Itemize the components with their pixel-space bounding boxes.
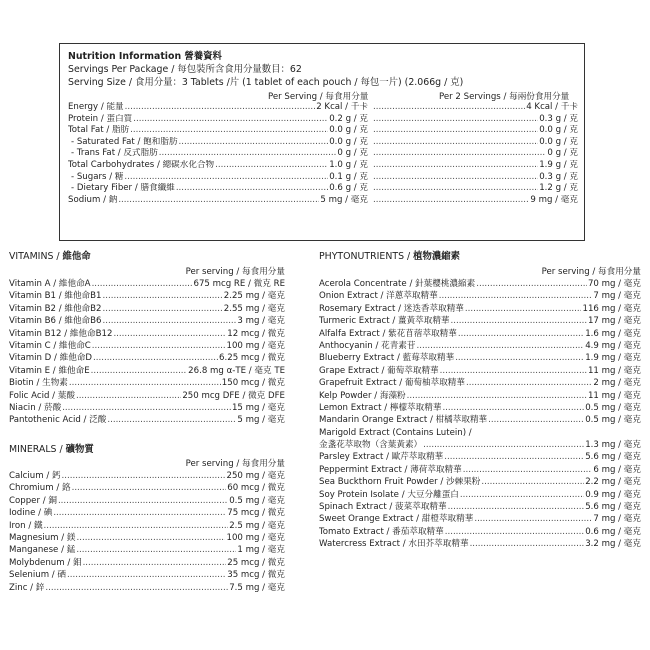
dot-leader xyxy=(465,303,582,315)
dot-leader xyxy=(67,569,226,581)
dot-leader xyxy=(133,114,328,126)
nutrient-label: - Trans Fat / 反式脂肪 xyxy=(71,148,158,159)
phytonutrient-row xyxy=(319,513,641,525)
phytonutrients-section xyxy=(319,250,641,551)
per-serving-value: 0.2 g / 克 xyxy=(329,113,368,124)
dot-leader xyxy=(53,507,226,519)
nutrition-per-serving-cell xyxy=(68,148,368,160)
item-value: 1 mg / 毫克 xyxy=(237,545,285,556)
item-label: Parsley Extract / 歐芹萃取精華 xyxy=(319,452,444,463)
item-label: Watercress Extract / 水田芥萃取精華 xyxy=(319,539,469,550)
item-value: 150 mcg / 微克 xyxy=(221,378,285,389)
item-value: 0.9 mg / 毫克 xyxy=(585,489,641,500)
serving-size: Serving Size / 食用分量：3 Tablets /片 (1 tablet of each pouch / 每包一片) (2.066g / 克) xyxy=(68,77,464,88)
phytonutrient-row xyxy=(319,303,641,315)
nutrition-row xyxy=(68,137,578,149)
item-value: 17 mg / 毫克 xyxy=(587,316,641,327)
item-label: Grapefruit Extract / 葡萄柚萃取精華 xyxy=(319,378,465,389)
dot-leader xyxy=(373,160,538,172)
dot-leader xyxy=(76,390,181,402)
dot-leader xyxy=(103,290,223,302)
mineral-row xyxy=(9,557,285,569)
mineral-row xyxy=(9,569,285,581)
item-value: 70 mg / 毫克 xyxy=(587,279,641,289)
item-value: 0.5 mg / 毫克 xyxy=(585,402,641,413)
item-value: 1.9 mg / 毫克 xyxy=(585,353,641,364)
item-label: Acerola Concentrate / 針葉櫻桃濃縮素 xyxy=(319,279,476,289)
item-value: 7.5 mg / 毫克 xyxy=(229,582,285,593)
item-value: 4.9 mg / 毫克 xyxy=(585,340,641,351)
nutrition-per-2-servings-cell xyxy=(372,137,578,149)
nutrition-per-2-servings-cell xyxy=(372,148,578,160)
item-value: 15 mg / 毫克 xyxy=(231,402,285,413)
item-value: 5.6 mg / 毫克 xyxy=(585,452,641,463)
item-value: 0.5 mg / 毫克 xyxy=(229,495,285,506)
nutrition-column-headers xyxy=(68,90,578,102)
vitamin-row xyxy=(9,377,285,389)
vitamin-row xyxy=(9,402,285,414)
phytonutrient-row xyxy=(319,352,641,364)
dot-leader xyxy=(176,183,328,195)
item-label: Grape Extract / 葡萄萃取精華 xyxy=(319,365,439,376)
dot-leader xyxy=(159,148,337,160)
item-label: 金盞花萃取物（含葉黃素） xyxy=(319,440,423,451)
dot-leader xyxy=(215,160,328,172)
item-value: 7 mg / 毫克 xyxy=(593,514,641,525)
nutrition-per-serving-cell xyxy=(68,114,368,126)
vitamins-section xyxy=(9,250,285,427)
item-label: Vitamin B12 / 維他命B12 xyxy=(9,328,113,339)
item-label: Tomato Extract / 番茄萃取精華 xyxy=(319,526,444,537)
item-value: 2.2 mg / 毫克 xyxy=(585,477,641,488)
dot-leader xyxy=(125,102,316,114)
per-2-servings-value: 0 g / 克 xyxy=(547,148,578,159)
dot-leader xyxy=(476,278,587,290)
per-serving-value: 2 Kcal / 千卡 xyxy=(316,102,368,112)
nutrition-row xyxy=(68,148,578,160)
item-value: 5.6 mg / 毫克 xyxy=(585,502,641,513)
nutrition-per-2-servings-cell xyxy=(372,172,578,184)
dot-leader xyxy=(423,439,584,451)
mineral-row xyxy=(9,507,285,519)
vitamin-row xyxy=(9,290,285,302)
phytonutrient-row xyxy=(319,278,641,290)
phytonutrient-row xyxy=(319,526,641,538)
phytonutrient-row xyxy=(319,489,641,501)
nutrition-per-serving-cell xyxy=(68,172,368,184)
item-value: 60 mcg / 微克 xyxy=(227,483,285,494)
dot-leader xyxy=(373,137,538,149)
dot-leader xyxy=(113,328,226,340)
item-label: Vitamin C / 維他命C xyxy=(9,340,91,351)
dot-leader xyxy=(442,402,584,414)
nutrition-per-serving-cell xyxy=(68,102,368,114)
item-value: 5 mg / 毫克 xyxy=(237,415,285,426)
dot-leader xyxy=(77,532,226,544)
nutrition-rows xyxy=(68,102,578,206)
nutrient-label: Energy / 能量 xyxy=(68,102,124,112)
item-value: 25 mcg / 微克 xyxy=(227,557,285,568)
item-label: Magnesium / 鎂 xyxy=(9,532,76,543)
dot-leader xyxy=(474,513,592,525)
item-label: Niacin / 菸酸 xyxy=(9,402,62,413)
item-label: Zinc / 鋅 xyxy=(9,582,45,593)
dot-leader xyxy=(373,195,529,207)
item-label: Alfalfa Extract / 紫花苜蓿萃取精華 xyxy=(319,328,457,339)
dot-leader xyxy=(455,352,584,364)
item-label: Chromium / 鉻 xyxy=(9,483,71,494)
item-label: Turmeric Extract / 薑黃萃取精華 xyxy=(319,316,450,327)
phytonutrient-row xyxy=(319,390,641,402)
item-label: Manganese / 錳 xyxy=(9,545,76,556)
item-label: Pantothenic Acid / 泛酸 xyxy=(9,415,107,426)
per-serving-value: 1.0 g / 克 xyxy=(329,159,368,170)
per-serving-value: 0 g / 克 xyxy=(337,148,368,159)
dot-leader xyxy=(445,526,584,538)
item-value: 1.3 mg / 毫克 xyxy=(585,440,641,451)
item-label: Vitamin A / 維他命A xyxy=(9,279,91,289)
dot-leader xyxy=(103,303,223,315)
item-label: Peppermint Extract / 薄荷萃取精華 xyxy=(319,464,462,475)
phytonutrients-title xyxy=(319,250,641,263)
item-label: Vitamin B2 / 維他命B2 xyxy=(9,303,102,314)
phytonutrient-row xyxy=(319,439,641,451)
item-label: Sweet Orange Extract / 甜橙萃取精華 xyxy=(319,514,474,525)
item-label: Vitamin B1 / 維他命B1 xyxy=(9,291,102,302)
item-label: Vitamin D / 維他命D xyxy=(9,353,93,364)
item-value: 6.25 mcg / 微克 xyxy=(219,353,285,364)
minerals-rows xyxy=(9,470,285,594)
item-label: Spinach Extract / 菠菜萃取精華 xyxy=(319,502,447,513)
item-value: 100 mg / 毫克 xyxy=(226,532,285,543)
phytonutrient-row xyxy=(319,476,641,488)
item-value: 35 mcg / 微克 xyxy=(227,570,285,581)
nutrition-row xyxy=(68,102,578,114)
dot-leader xyxy=(62,470,226,482)
dot-leader xyxy=(76,544,236,556)
minerals-title-en: MINERALS / xyxy=(9,444,66,455)
dot-leader xyxy=(58,495,228,507)
phytonutrients-title-en: PHYTONUTRIENTS / xyxy=(319,251,414,262)
item-value: 116 mg / 毫克 xyxy=(582,303,641,314)
nutrition-row xyxy=(68,195,578,207)
vitamins-title-zh: 維他命 xyxy=(62,251,91,262)
item-label: Sea Buckthorn Fruit Powder / 沙棘果粉 xyxy=(319,477,481,488)
dot-leader xyxy=(130,125,328,137)
item-label: Kelp Powder / 海藻粉 xyxy=(319,390,406,401)
vitamin-row xyxy=(9,340,285,352)
nutrition-per-2-servings-cell xyxy=(372,183,578,195)
item-value: 2.55 mg / 毫克 xyxy=(223,303,285,314)
nutrition-row xyxy=(68,172,578,184)
item-value: 0.6 mg / 毫克 xyxy=(585,526,641,537)
dot-leader xyxy=(62,402,231,414)
item-value: 11 mg / 毫克 xyxy=(587,365,641,376)
nutrient-label: - Dietary Fiber / 膳食纖維 xyxy=(71,183,175,194)
mineral-row xyxy=(9,482,285,494)
item-value: 2.5 mg / 毫克 xyxy=(229,520,285,531)
dot-leader xyxy=(470,538,585,550)
item-value: 1.6 mg / 毫克 xyxy=(585,328,641,339)
item-label: Iron / 鐵 xyxy=(9,520,43,531)
phytonutrient-row xyxy=(319,328,641,340)
dot-leader xyxy=(373,172,538,184)
item-value: 3 mg / 毫克 xyxy=(237,316,285,327)
item-label: Marigold Extract (Contains Lutein) / xyxy=(319,427,472,438)
item-label: Biotin / 生物素 xyxy=(9,378,68,389)
phytonutrient-row xyxy=(319,427,641,439)
dot-leader xyxy=(93,352,218,364)
nutrient-label: Total Carbohydrates / 總碳水化合物 xyxy=(68,159,215,170)
item-value: 6 mg / 毫克 xyxy=(593,464,641,475)
dot-leader xyxy=(460,489,584,501)
vitamins-rows xyxy=(9,278,285,427)
phytonutrient-row xyxy=(319,538,641,550)
phytonutrient-row xyxy=(319,402,641,414)
vitamin-row xyxy=(9,352,285,364)
item-value: 0.5 mg / 毫克 xyxy=(585,415,641,426)
dot-leader xyxy=(107,414,236,426)
servings-per-package: Servings Per Package / 每包裝所含食用分量數目：62 xyxy=(68,64,302,75)
per-2-servings-value: 0.3 g / 克 xyxy=(539,113,578,124)
per-2-servings-value: 1.9 g / 克 xyxy=(539,159,578,170)
item-label: Anthocyanin / 花青素苷 xyxy=(319,340,416,351)
item-value: 675 mcg RE / 微克 RE xyxy=(193,279,285,289)
item-label: Iodine / 碘 xyxy=(9,508,53,519)
nutrition-per-serving-cell xyxy=(68,195,368,207)
per-serving-value: 0.0 g / 克 xyxy=(329,125,368,136)
dot-leader xyxy=(440,365,587,377)
vitamins-title-en: VITAMINS / xyxy=(9,251,63,262)
vitamin-row xyxy=(9,303,285,315)
phytonutrient-row xyxy=(319,501,641,513)
per-2-servings-value: 9 mg / 毫克 xyxy=(530,194,578,205)
phytonutrient-row xyxy=(319,365,641,377)
per-2-servings-value: 0.0 g / 克 xyxy=(539,136,578,147)
item-value: 2.25 mg / 毫克 xyxy=(223,291,285,302)
vitamin-row xyxy=(9,365,285,377)
minerals-per-serving: Per serving / 每食用分量 xyxy=(185,459,285,469)
mineral-row xyxy=(9,582,285,594)
per-2-servings-value: 0.0 g / 克 xyxy=(539,125,578,136)
nutrient-label: - Saturated Fat / 飽和脂肪 xyxy=(71,136,178,147)
item-label: Mandarin Orange Extract / 柑橘萃取精華 xyxy=(319,415,488,426)
item-label: Copper / 銅 xyxy=(9,495,57,506)
item-value: 250 mg / 毫克 xyxy=(226,471,285,481)
dot-leader xyxy=(373,148,546,160)
vitamins-title xyxy=(9,250,285,263)
item-label: Calcium / 鈣 xyxy=(9,471,61,481)
nutrition-row xyxy=(68,183,578,195)
per-serving-value: 0.6 g / 克 xyxy=(329,183,368,194)
dot-leader xyxy=(463,464,593,476)
item-label: Selenium / 硒 xyxy=(9,570,67,581)
nutrition-per-2-servings-cell xyxy=(372,125,578,137)
nutrient-label: Total Fat / 脂肪 xyxy=(68,125,130,136)
item-label: Molybdenum / 鉬 xyxy=(9,557,82,568)
nutrition-title: Nutrition Information 營養資料 xyxy=(68,51,222,62)
per-2-servings-header: Per 2 Servings / 每兩份食用分量 xyxy=(439,92,570,102)
dot-leader xyxy=(72,482,227,494)
item-label: Onion Extract / 洋蔥萃取精華 xyxy=(319,291,438,302)
phytonutrient-row xyxy=(319,451,641,463)
minerals-section xyxy=(9,443,285,594)
item-label: Blueberry Extract / 藍莓萃取精華 xyxy=(319,353,455,364)
dot-leader xyxy=(92,278,193,290)
nutrition-per-serving-cell xyxy=(68,183,368,195)
dot-leader xyxy=(448,501,585,513)
dot-leader xyxy=(451,315,587,327)
per-serving-value: 0.1 g / 克 xyxy=(329,171,368,182)
dot-leader xyxy=(373,125,538,137)
vitamin-row xyxy=(9,328,285,340)
nutrient-label: - Sugars / 糖 xyxy=(71,171,124,182)
per-2-servings-value: 0.3 g / 克 xyxy=(539,171,578,182)
dot-leader xyxy=(439,290,593,302)
dot-leader xyxy=(373,183,538,195)
dot-leader xyxy=(407,390,587,402)
dot-leader xyxy=(481,476,584,488)
item-value: 250 mcg DFE / 微克 DFE xyxy=(182,390,285,401)
nutrition-row xyxy=(68,125,578,137)
vitamins-per-serving: Per serving / 每食用分量 xyxy=(185,267,285,277)
phytonutrient-row xyxy=(319,340,641,352)
phytonutrient-row xyxy=(319,315,641,327)
nutrient-label: Protein / 蛋白質 xyxy=(68,113,133,124)
item-value: 12 mcg / 微克 xyxy=(227,328,285,339)
dot-leader xyxy=(69,377,221,389)
item-label: Vitamin B6 / 維他命B6 xyxy=(9,316,102,327)
dot-leader xyxy=(124,172,328,184)
phytonutrients-rows xyxy=(319,278,641,551)
nutrition-per-serving-cell xyxy=(68,125,368,137)
dot-leader xyxy=(92,340,226,352)
item-value: 100 mg / 毫克 xyxy=(226,340,285,351)
dot-leader xyxy=(488,414,584,426)
item-label: Rosemary Extract / 迷迭香萃取精華 xyxy=(319,303,464,314)
vitamin-row xyxy=(9,278,285,290)
per-serving-value: 0.0 g / 克 xyxy=(329,136,368,147)
nutrition-row xyxy=(68,114,578,126)
phytonutrients-title-zh: 植物濃縮素 xyxy=(413,251,461,262)
phytonutrients-per-serving: Per serving / 每食用分量 xyxy=(541,267,641,277)
nutrition-per-serving-cell xyxy=(68,160,368,172)
mineral-row xyxy=(9,544,285,556)
item-value: 11 mg / 毫克 xyxy=(587,390,641,401)
dot-leader xyxy=(458,328,584,340)
dot-leader xyxy=(103,315,237,327)
dot-leader xyxy=(44,520,229,532)
item-label: Vitamin E / 維他命E xyxy=(9,365,90,376)
nutrition-information-box xyxy=(59,43,585,241)
item-value: 26.8 mg α-TE / 毫克 TE xyxy=(188,365,285,376)
dot-leader xyxy=(83,557,227,569)
dot-leader xyxy=(91,365,188,377)
dot-leader xyxy=(373,114,538,126)
minerals-title-zh: 礦物質 xyxy=(65,444,94,455)
nutrition-per-2-servings-cell xyxy=(372,102,578,114)
phytonutrient-row xyxy=(319,414,641,426)
dot-leader xyxy=(466,377,592,389)
item-label: Folic Acid / 葉酸 xyxy=(9,390,75,401)
item-label: Soy Protein Isolate / 大豆分離蛋白 xyxy=(319,489,459,500)
dot-leader xyxy=(179,137,329,149)
mineral-row xyxy=(9,495,285,507)
minerals-title xyxy=(9,443,285,456)
per-2-servings-value: 1.2 g / 克 xyxy=(539,183,578,194)
nutrition-per-2-servings-cell xyxy=(372,195,578,207)
per-2-servings-value: 4 Kcal / 千卡 xyxy=(526,102,578,112)
phytonutrient-row xyxy=(319,290,641,302)
dot-leader xyxy=(417,340,585,352)
dot-leader xyxy=(118,195,319,207)
vitamin-row xyxy=(9,414,285,426)
per-serving-header: Per Serving / 每食用分量 xyxy=(268,92,369,102)
dot-leader xyxy=(373,102,525,114)
item-value: 2 mg / 毫克 xyxy=(593,378,641,389)
vitamin-row xyxy=(9,315,285,327)
nutrition-row xyxy=(68,160,578,172)
nutrition-per-2-servings-cell xyxy=(372,160,578,172)
mineral-row xyxy=(9,520,285,532)
item-value: 7 mg / 毫克 xyxy=(593,291,641,302)
nutrition-per-2-servings-cell xyxy=(372,114,578,126)
item-value: 3.2 mg / 毫克 xyxy=(585,539,641,550)
vitamin-row xyxy=(9,390,285,402)
per-serving-value: 5 mg / 毫克 xyxy=(320,194,368,205)
item-label: Lemon Extract / 檸檬萃取精華 xyxy=(319,402,442,413)
mineral-row xyxy=(9,532,285,544)
mineral-row xyxy=(9,470,285,482)
dot-leader xyxy=(444,451,584,463)
phytonutrient-row xyxy=(319,377,641,389)
phytonutrient-row xyxy=(319,464,641,476)
item-value: 75 mcg / 微克 xyxy=(227,508,285,519)
nutrient-label: Sodium / 鈉 xyxy=(68,194,118,205)
dot-leader xyxy=(45,582,228,594)
nutrition-per-serving-cell xyxy=(68,137,368,149)
